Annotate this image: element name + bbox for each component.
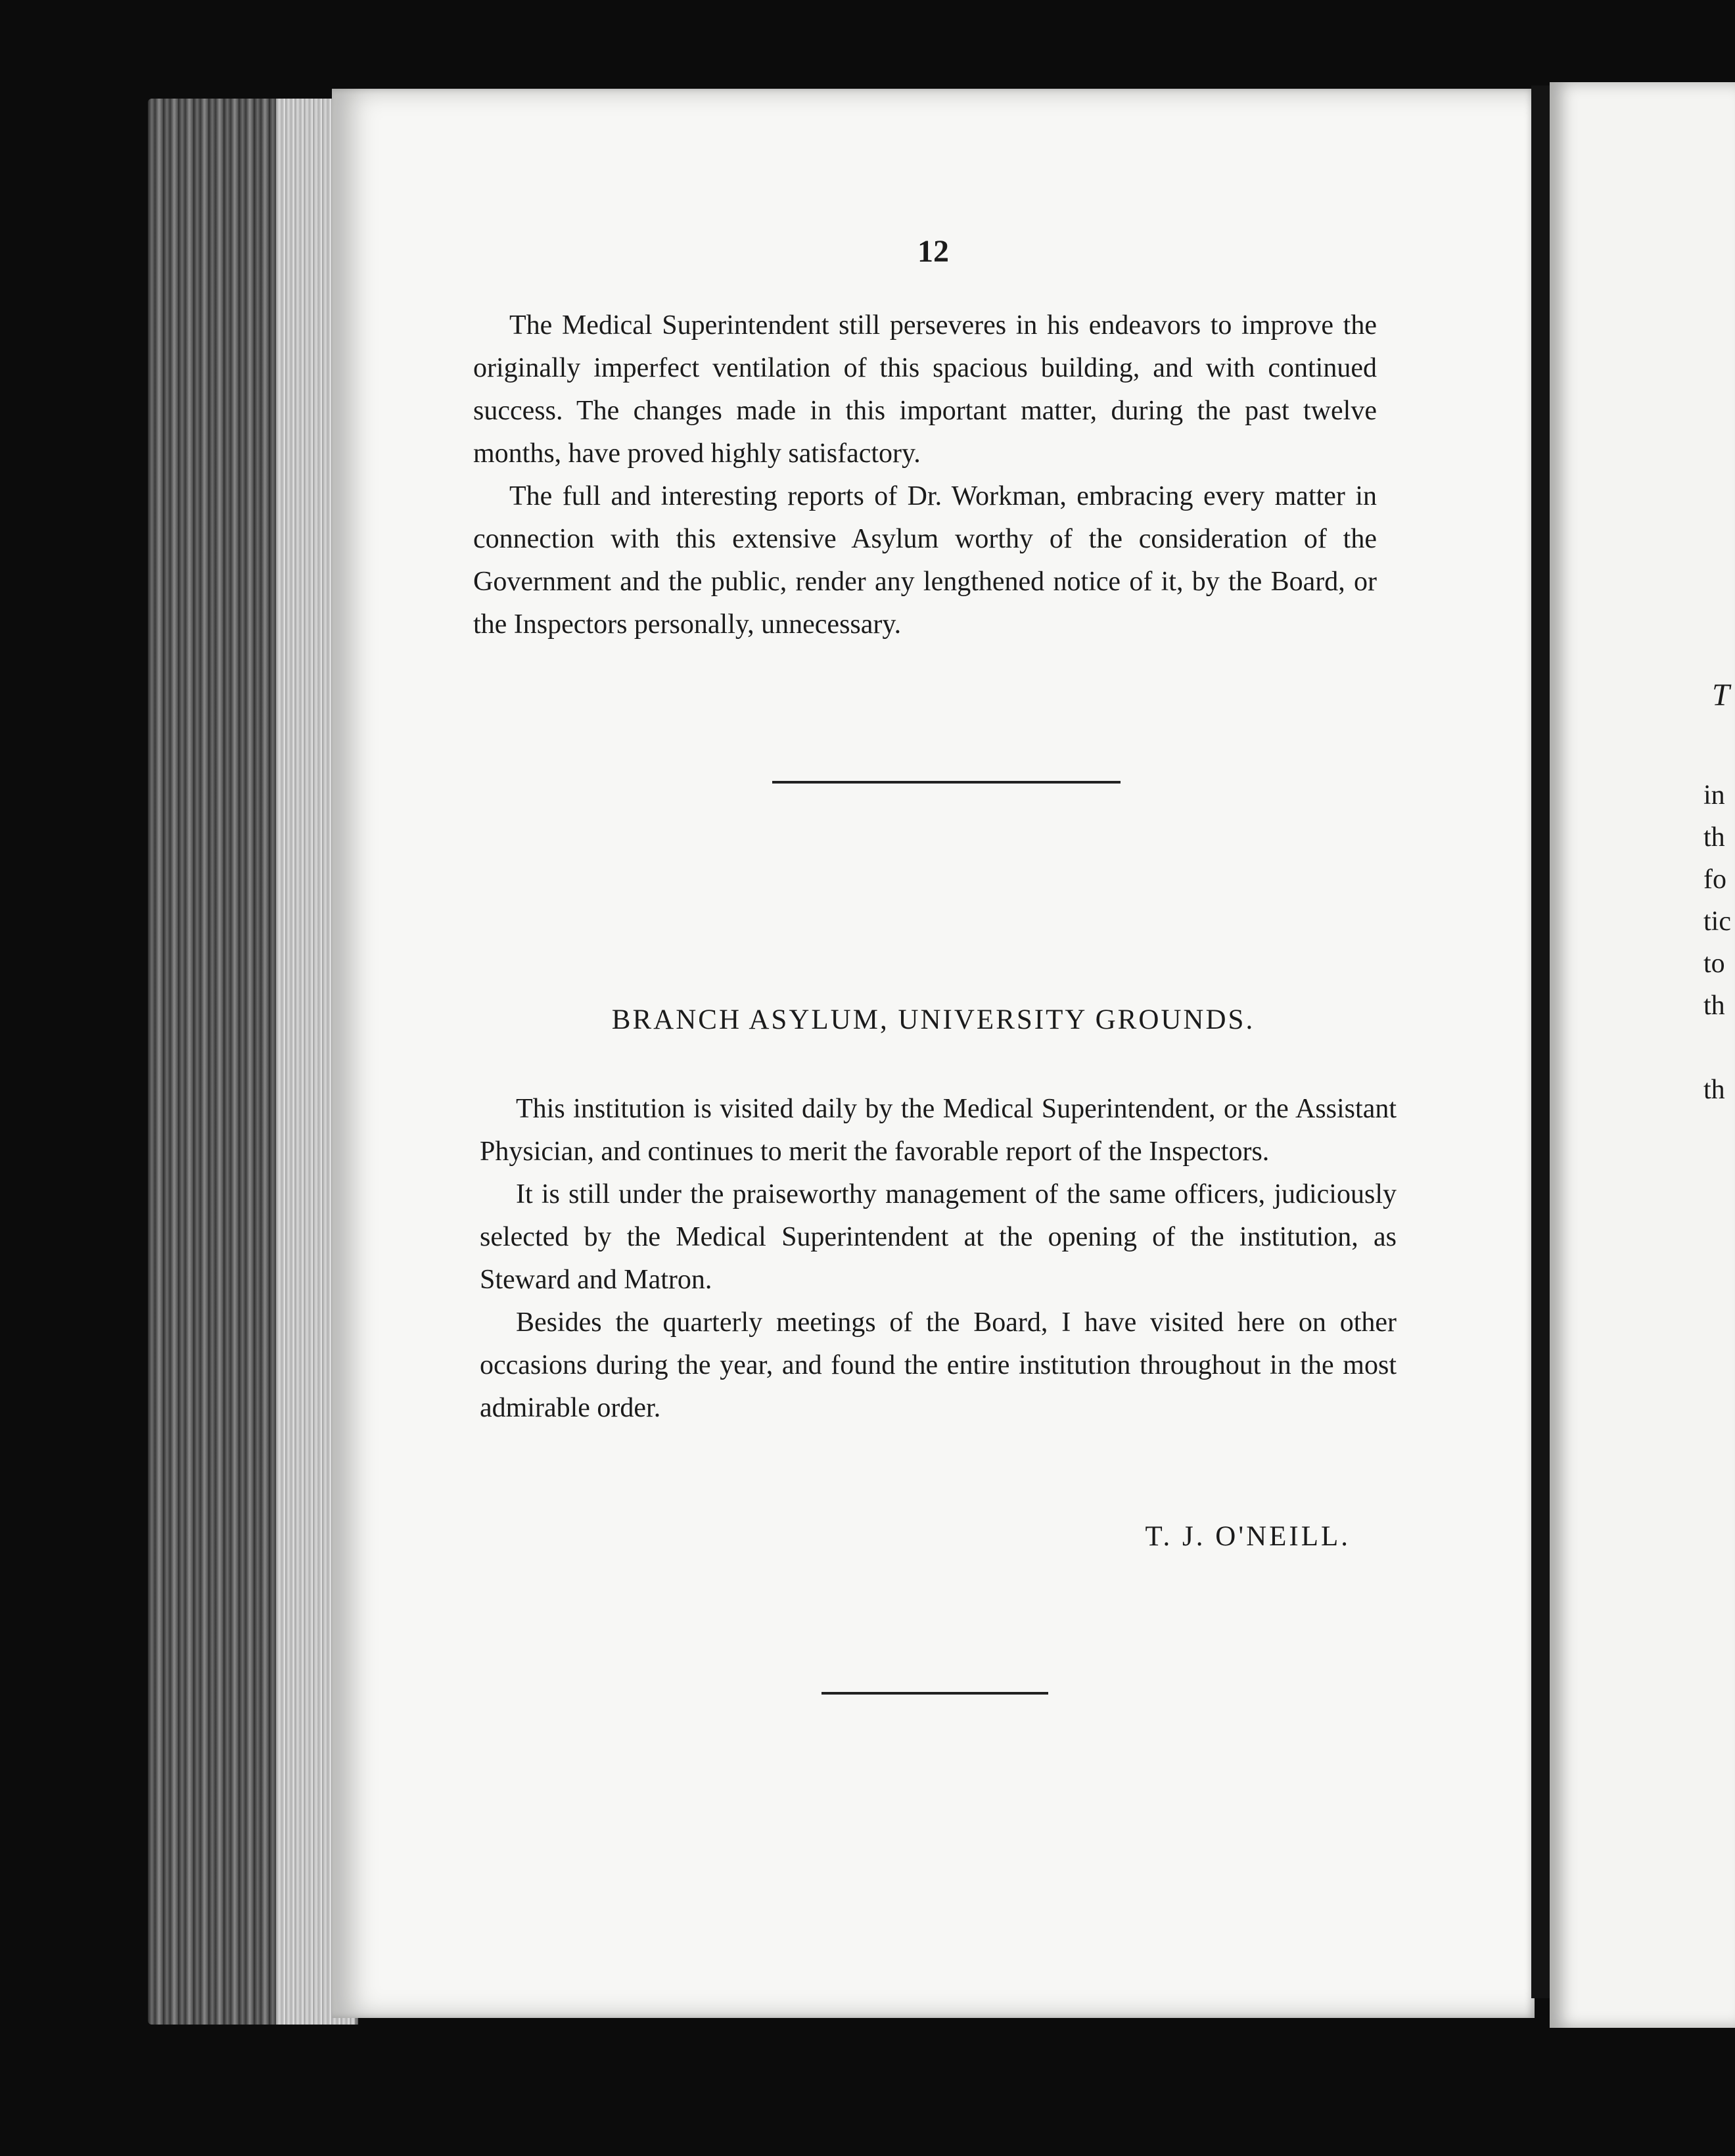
section-1-text bbox=[473, 304, 1377, 646]
facing-line bbox=[1703, 1027, 1731, 1069]
facing-line: to bbox=[1703, 949, 1725, 979]
facing-line: th bbox=[1703, 991, 1725, 1021]
section-2-text bbox=[480, 1088, 1397, 1430]
paragraph-board-meetings: Besides the quarterly meetings of the Board, I have visited here on other occasions during the year, and found the entire institution throughout in the most admirable order. bbox=[480, 1307, 1397, 1423]
facing-line: th bbox=[1703, 822, 1725, 853]
section-divider bbox=[772, 781, 1121, 784]
end-divider bbox=[821, 1692, 1048, 1695]
page-number: 12 bbox=[917, 234, 949, 269]
facing-line: fo bbox=[1703, 864, 1726, 895]
facing-page-title-fragment: T bbox=[1712, 678, 1730, 713]
facing-line: tic bbox=[1703, 906, 1731, 937]
left-page bbox=[332, 89, 1535, 2018]
facing-line: th bbox=[1703, 1075, 1725, 1105]
facing-line: in bbox=[1703, 780, 1725, 810]
signature: T. J. O'NEILL. bbox=[1145, 1521, 1351, 1552]
paragraph-reports: The full and interesting reports of Dr. Workman, embracing every matter in connection with this extensive Asylum worthy of the consideration of the Government and the public, render any lengthened notice of it, by the Board, or the Inspectors personally, unnecessary. bbox=[473, 481, 1377, 640]
paragraph-visits: This institution is visited daily by the Medical Superintendent, or the Assistant Physician, and continues to merit the favorable report of the Inspectors. bbox=[480, 1094, 1397, 1167]
facing-page-line-fragments bbox=[1703, 774, 1731, 1111]
paragraph-management: It is still under the praiseworthy management of the same officers, judiciously selected by the Medical Superintendent at the opening of the institution, as Steward and Matron. bbox=[480, 1179, 1397, 1295]
section-heading: BRANCH ASYLUM, UNIVERSITY GROUNDS. bbox=[611, 1004, 1255, 1035]
paragraph-ventilation: The Medical Superintendent still perseveres in his endeavors to improve the originally imperfect ventilation of this spacious building, and with continued success. The changes made in this important matter, during the past twelve months, have proved highly satisfactory. bbox=[473, 310, 1377, 469]
book-gutter bbox=[1531, 85, 1550, 1998]
